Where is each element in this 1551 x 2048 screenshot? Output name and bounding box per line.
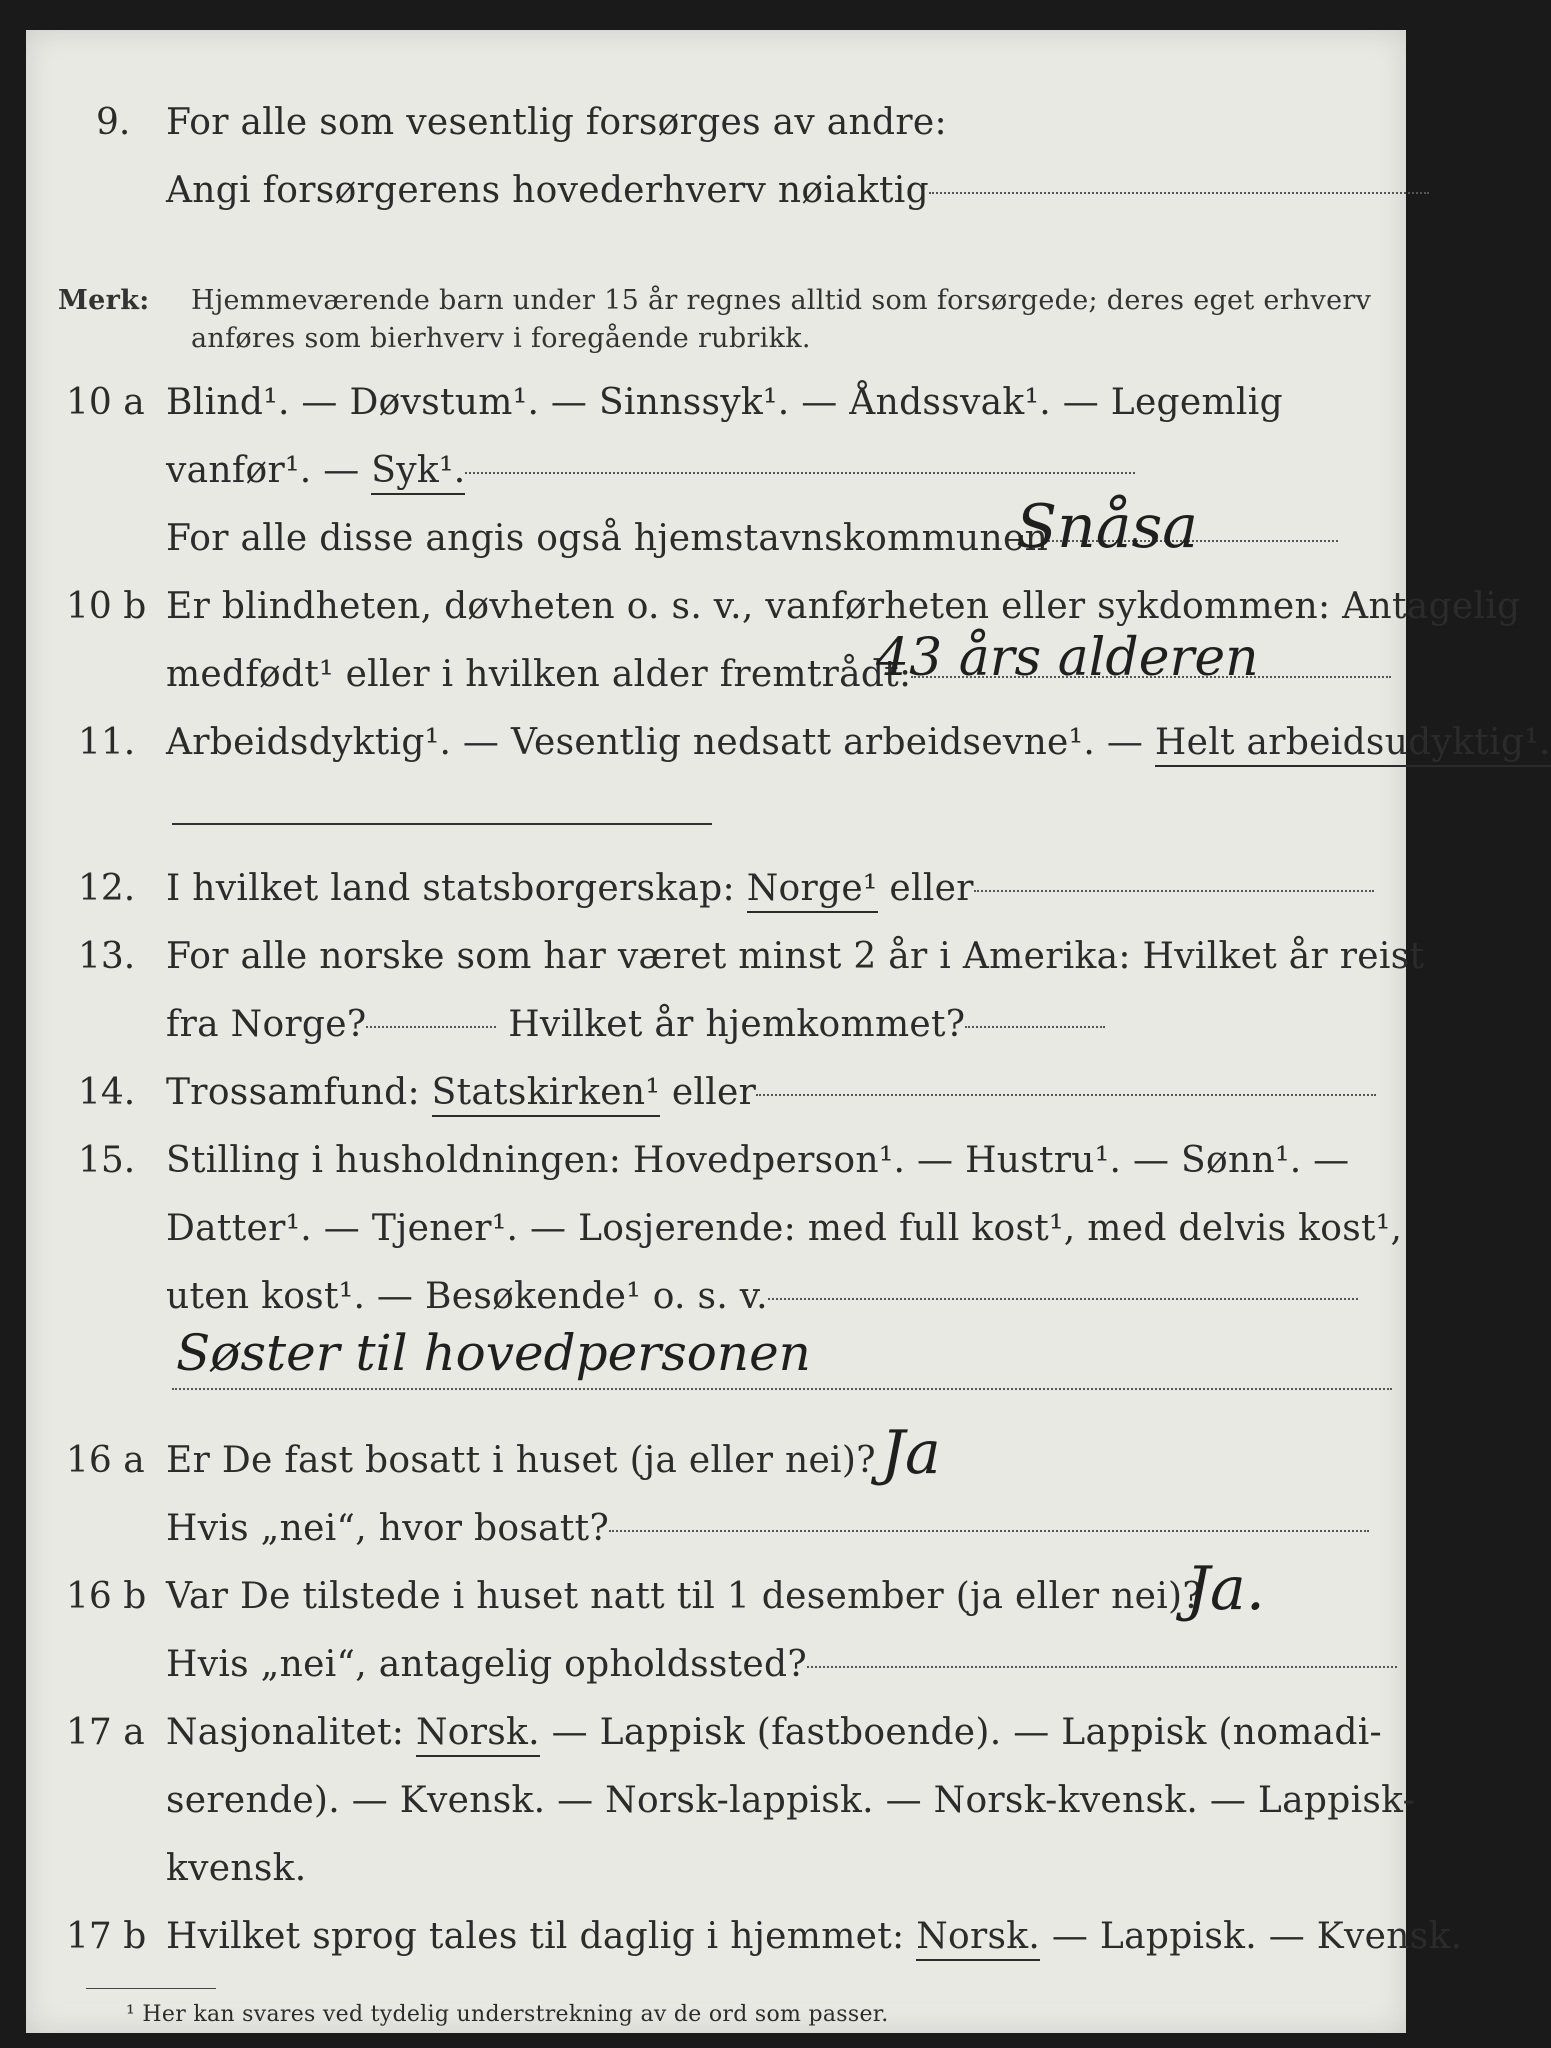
q16a-line1: Er De fast bosatt i huset (ja eller nei)? xyxy=(166,1440,876,1481)
q12-line: I hvilket land statsborgerskap: Norge¹ eller xyxy=(166,868,1374,909)
q9-line2: Angi forsørgerens hovederhverv nøiaktig xyxy=(166,170,1429,211)
item-number: 12. xyxy=(78,868,136,909)
q14-line: Trossamfund: Statskirken¹ eller xyxy=(166,1072,1376,1113)
handwritten-hometown: Snåsa xyxy=(1016,492,1199,562)
q10a-line2: vanfør¹. — Syk¹. xyxy=(166,450,1135,491)
handwritten-age: 43 års alderen xyxy=(876,628,1259,688)
answer-line xyxy=(172,1388,1392,1390)
merk-label: Merk: xyxy=(58,285,150,316)
handwritten-answer-16b: Ja. xyxy=(1186,1554,1265,1624)
q15-line1: Stilling i husholdningen: Hovedperson¹. — Hustru¹. — Sønn¹. — xyxy=(166,1140,1350,1181)
q10b-line1: Er blindheten, døvheten o. s. v., vanførheten eller sykdommen: Antagelig xyxy=(166,586,1521,627)
item-number: 15. xyxy=(78,1140,136,1181)
handwritten-position: Søster til hovedpersonen xyxy=(176,1324,811,1382)
footnote-rule xyxy=(86,1988,216,1989)
merk-line1: Hjemmeværende barn under 15 år regnes alltid som forsørgede; deres eget erhverv xyxy=(191,285,1372,316)
q10a-line1: Blind¹. — Døvstum¹. — Sinnssyk¹. — Åndssvak¹. — Legemlig xyxy=(166,382,1283,423)
q9-line1: For alle som vesentlig forsørges av andre: xyxy=(166,102,947,143)
q17a-line3: kvensk. xyxy=(166,1848,307,1889)
item-number: 14. xyxy=(78,1072,136,1113)
census-form-page xyxy=(26,30,1551,2033)
q10a-line3: For alle disse angis også hjemstavnskommunen xyxy=(166,518,1338,559)
q10b-line2: medfødt¹ eller i hvilken alder fremtrådt: xyxy=(166,654,1391,695)
q11-line: Arbeidsdyktig¹. — Vesentlig nedsatt arbeidsevne¹. — Helt arbeidsudyktig¹. xyxy=(166,722,1551,763)
handwritten-answer-16a: Ja xyxy=(881,1418,941,1488)
item-number: 10 a xyxy=(66,382,145,423)
item-number: 17 a xyxy=(66,1712,145,1753)
q15-line3: uten kost¹. — Besøkende¹ o. s. v. xyxy=(166,1276,1358,1317)
item-number: 10 b xyxy=(66,586,147,627)
q16b-line1: Var De tilstede i huset natt til 1 desember (ja eller nei)? xyxy=(166,1576,1202,1617)
item-number: 11. xyxy=(78,722,136,763)
item-number: 16 a xyxy=(66,1440,145,1481)
q16a-line2: Hvis „nei“, hvor bosatt? xyxy=(166,1508,1369,1549)
footnote: ¹ Her kan svares ved tydelig understrekning av de ord som passer. xyxy=(126,2002,889,2027)
q17a-line2: serende). — Kvensk. — Norsk-lappisk. — Norsk-kvensk. — Lappisk- xyxy=(166,1780,1416,1821)
q17b-line: Hvilket sprog tales til daglig i hjemmet: Norsk. — Lappisk. — Kvensk. xyxy=(166,1916,1462,1957)
item-number: 17 b xyxy=(66,1916,147,1957)
q15-line2: Datter¹. — Tjener¹. — Losjerende: med full kost¹, med delvis kost¹, xyxy=(166,1208,1403,1249)
item-number: 16 b xyxy=(66,1576,147,1617)
q13-line2: fra Norge? Hvilket år hjemkommet? xyxy=(166,1004,1105,1045)
item-number: 9. xyxy=(96,102,131,143)
item-number: 13. xyxy=(78,936,136,977)
q17a-line1: Nasjonalitet: Norsk. — Lappisk (fastboende). — Lappisk (nomadi- xyxy=(166,1712,1382,1753)
divider xyxy=(172,823,712,825)
q13-line1: For alle norske som har været minst 2 år i Amerika: Hvilket år reist xyxy=(166,936,1425,977)
merk-line2: anføres som bierhverv i foregående rubrikk. xyxy=(191,323,811,354)
q16b-line2: Hvis „nei“, antagelig opholdssted? xyxy=(166,1644,1397,1685)
